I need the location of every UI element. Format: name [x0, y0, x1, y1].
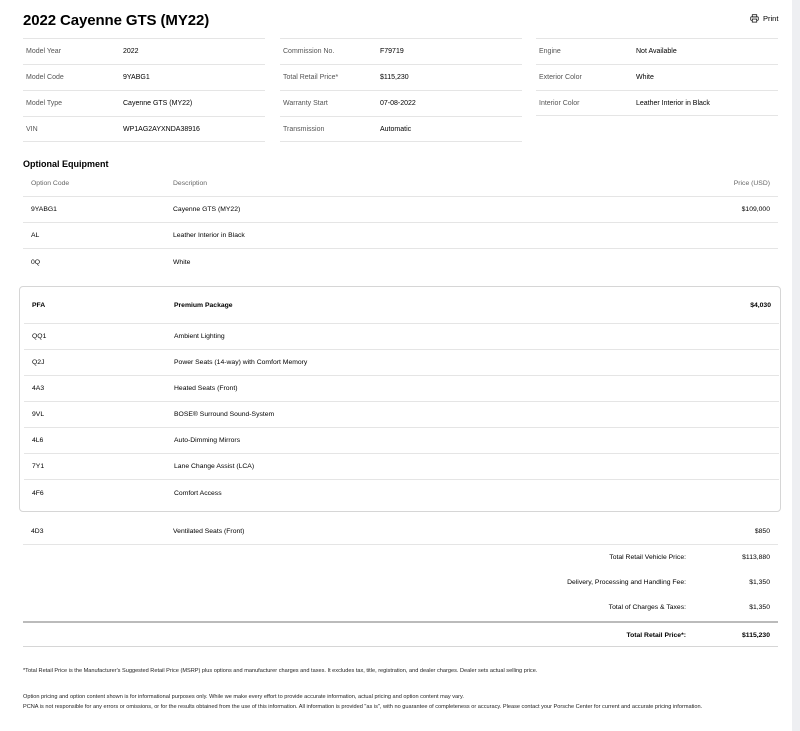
option-price: $850: [754, 528, 770, 535]
spec-value: White: [636, 74, 654, 81]
charges-taxes-row: [23, 595, 778, 620]
spec-column-1: [23, 38, 265, 142]
spec-label: Interior Color: [539, 99, 580, 107]
spec-row-engine: [536, 38, 778, 64]
options-table-continued: [23, 519, 778, 545]
spec-row-model-year: [23, 38, 265, 64]
spec-row-interior-color: [536, 90, 778, 116]
spec-value: Leather Interior in Black: [636, 99, 710, 107]
option-description: Leather Interior in Black: [173, 232, 245, 239]
header-option-code: Option Code: [31, 180, 70, 187]
summary-value: $113,880: [742, 554, 770, 561]
vehicle-specs: [23, 38, 778, 143]
optional-equipment-heading: Optional Equipment: [23, 159, 109, 169]
print-label: Print: [763, 14, 779, 23]
option-price: $109,000: [741, 206, 770, 213]
summary-value: $1,350: [749, 604, 770, 611]
option-description: Heated Seats (Front): [174, 385, 238, 392]
disclaimer-line-1: Option pricing and option content shown is for informational purposes only. While we make every effort to provide accurate information, actual pricing and option content may vary.: [23, 694, 464, 700]
total-retail-price-row: [23, 623, 778, 648]
package-item-row: [24, 350, 779, 376]
spec-column-3: [536, 38, 778, 116]
spec-label: Total Retail Price*: [283, 74, 339, 81]
spec-label: Model Year: [26, 48, 62, 55]
price-summary: [23, 545, 778, 620]
summary-label: Total of Charges & Taxes:: [608, 604, 686, 611]
spec-row-model-type: [23, 90, 265, 116]
spec-value: 2022: [123, 48, 139, 55]
options-table: [23, 171, 778, 275]
table-row: [23, 249, 778, 275]
grand-total: [23, 623, 778, 648]
option-description: BOSE® Surround Sound-System: [174, 411, 275, 418]
spec-value: $115,230: [380, 74, 409, 81]
spec-value: Automatic: [380, 125, 412, 133]
spec-label: Model Code: [26, 74, 64, 81]
total-value: $115,230: [742, 632, 770, 639]
option-description: Cayenne GTS (MY22): [173, 206, 241, 213]
bottom-divider: [23, 646, 778, 647]
spec-row-warranty-start: [280, 90, 522, 116]
option-code: QQ1: [32, 333, 47, 340]
spec-value: 9YABG1: [123, 74, 150, 81]
page-title: 2022 Cayenne GTS (MY22): [23, 12, 210, 29]
spec-row-transmission: [280, 116, 522, 142]
premium-package-group: [19, 286, 781, 512]
option-description: Ventilated Seats (Front): [173, 528, 245, 535]
package-item-row: [24, 480, 779, 506]
header-price: Price (USD): [733, 180, 770, 187]
option-code: 4F6: [32, 489, 44, 497]
spec-label: Exterior Color: [539, 74, 582, 81]
package-item-row: [24, 402, 779, 428]
package-item-row: [24, 428, 779, 454]
spec-label: Commission No.: [283, 48, 335, 55]
spec-row-commission-no: [280, 38, 522, 64]
summary-value: $1,350: [749, 579, 770, 586]
package-price: $4,030: [750, 301, 771, 309]
spec-label: Engine: [539, 48, 561, 55]
total-label: Total Retail Price*:: [626, 632, 686, 639]
option-code: 9VL: [32, 411, 45, 418]
spec-value: WP1AG2AYXNDA38916: [123, 125, 200, 133]
spec-column-2: [280, 38, 522, 142]
total-retail-vehicle-price-row: [23, 545, 778, 570]
option-description: Comfort Access: [174, 489, 222, 497]
option-description: Ambient Lighting: [174, 333, 225, 340]
summary-label: Total Retail Vehicle Price:: [609, 554, 686, 561]
print-button[interactable]: [750, 14, 778, 23]
spec-label: Model Type: [26, 100, 63, 107]
package-header-row: [24, 287, 779, 324]
spec-value: 07-08-2022: [380, 100, 416, 107]
header-description: Description: [173, 180, 207, 187]
option-code: 0Q: [31, 258, 41, 266]
spec-label: Warranty Start: [283, 100, 328, 107]
option-code: AL: [31, 232, 40, 239]
delivery-fee-row: [23, 570, 778, 595]
option-description: Power Seats (14-way) with Comfort Memory: [174, 359, 308, 366]
spec-value: Cayenne GTS (MY22): [123, 100, 193, 107]
package-description: Premium Package: [174, 301, 233, 309]
disclaimer-line-2: PCNA is not responsible for any errors or omissions, or for the results obtained from the use of this information. All information is provided "as is", with no guarantee of completeness or accuracy. Please contact your Porsche Center for current and accurate pricing information.: [23, 704, 703, 710]
option-description: Auto-Dimming Mirrors: [174, 437, 241, 444]
spec-label: VIN: [26, 125, 38, 133]
spec-row-exterior-color: [536, 64, 778, 90]
spec-row-vin: [23, 116, 265, 142]
package-item-row: [24, 324, 779, 350]
package-code: PFA: [32, 301, 46, 309]
option-code: 7Y1: [32, 463, 45, 470]
spec-value: Not Available: [636, 48, 677, 55]
option-code: 4D3: [31, 528, 44, 535]
table-header: [23, 171, 778, 197]
option-code: Q2J: [32, 359, 45, 366]
table-row: [23, 519, 778, 545]
spec-row-model-code: [23, 64, 265, 90]
spec-row-total-retail-price: [280, 64, 522, 90]
table-row: [23, 197, 778, 223]
table-row: [23, 223, 778, 249]
option-code: 4A3: [32, 385, 45, 392]
spec-label: Transmission: [283, 125, 325, 133]
option-code: 9YABG1: [31, 206, 57, 213]
option-description: White: [173, 258, 191, 266]
package-item-row: [24, 376, 779, 402]
option-code: 4L6: [32, 437, 44, 444]
package-item-row: [24, 454, 779, 480]
spec-value: F79719: [380, 48, 404, 55]
summary-label: Delivery, Processing and Handling Fee:: [567, 579, 686, 586]
option-description: Lane Change Assist (LCA): [174, 463, 255, 470]
msrp-footnote: *Total Retail Price is the Manufacturer's Suggested Retail Price (MSRP) plus options and manufacturer charges and taxes. It excludes tax, title, registration, and dealer charges. Dealer sets actual selling price.: [23, 668, 538, 674]
printer-icon: [750, 14, 759, 23]
